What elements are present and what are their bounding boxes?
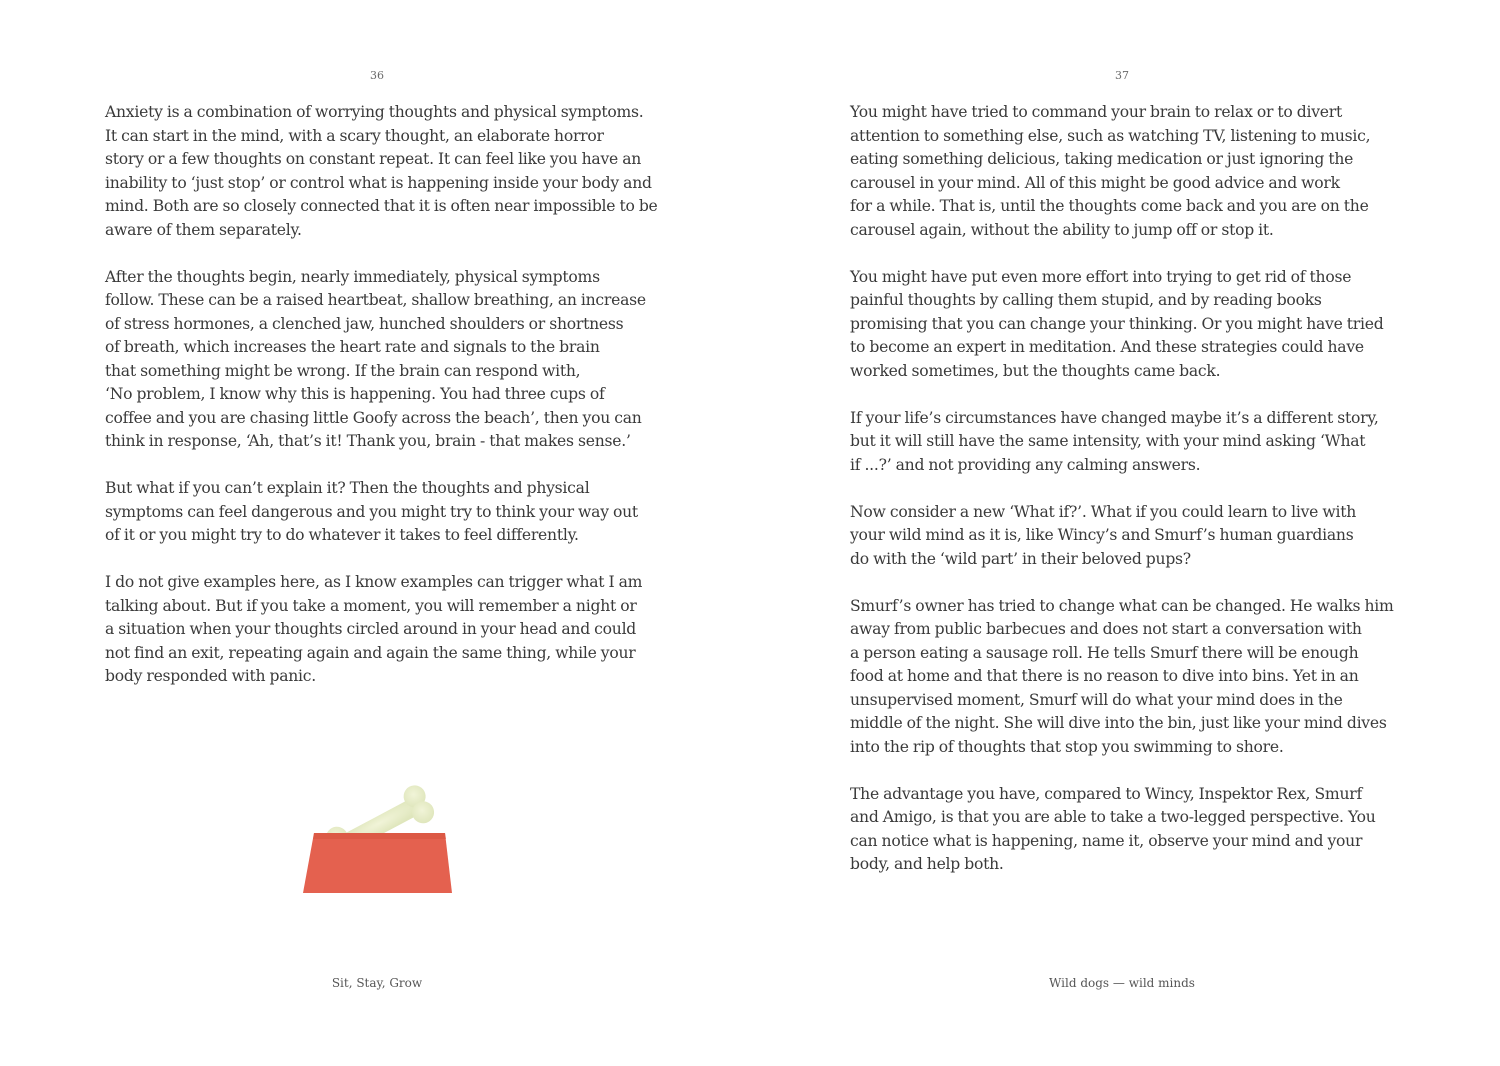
text-line: carousel again, without the ability to jump off or stop it. — [850, 220, 1274, 239]
text-line: can notice what is happening, name it, observe your mind and your — [850, 831, 1363, 850]
text-line: food at home and that there is no reason to dive into bins. Yet in an — [850, 667, 1359, 685]
text-line: ‘No problem, I know why this is happening. You had three cups of — [105, 385, 605, 403]
text-line: for a while. That is, until the thoughts come back and you are on the — [850, 197, 1369, 215]
text-line: But what if you can’t explain it? Then the thoughts and physical — [105, 479, 590, 497]
text-line: body responded with panic. — [105, 667, 316, 685]
paragraph — [105, 101, 665, 242]
text-line: of stress hormones, a clenched jaw, hunched shoulders or shortness — [105, 314, 624, 333]
paragraph — [850, 783, 1420, 877]
text-line: if ...?’ and not providing any calming answers. — [850, 455, 1201, 474]
paragraph — [850, 266, 1420, 384]
text-line: It can start in the mind, with a scary thought, an elaborate horror — [105, 126, 604, 145]
paragraph — [850, 595, 1420, 760]
text-line: think in response, ‘Ah, that’s it! Thank you, brain - that makes sense.’ — [105, 432, 631, 450]
text-line: The advantage you have, compared to Wincy, Inspektor Rex, Smurf — [850, 784, 1362, 803]
text-line: symptoms can feel dangerous and you might try to think your way out — [105, 502, 638, 521]
dog-bowl-with-bone-icon — [300, 775, 460, 900]
bowl-icon — [303, 833, 452, 893]
paragraph — [105, 266, 665, 454]
text-line: coffee and you are chasing little Goofy across the beach’, then you can — [105, 408, 642, 427]
text-line: I do not give examples here, as I know examples can trigger what I am — [105, 573, 643, 591]
page-number-right: 37 — [1115, 69, 1129, 82]
text-line: a situation when your thoughts circled around in your head and could — [105, 620, 637, 638]
text-line: If your life’s circumstances have changed maybe it’s a different story, — [850, 408, 1379, 427]
text-line: painful thoughts by calling them stupid, and by reading books — [850, 291, 1322, 309]
text-line: story or a few thoughts on constant repeat. It can feel like you have an — [105, 150, 642, 168]
text-line: You might have put even more effort into trying to get rid of those — [850, 267, 1352, 286]
paragraph — [850, 501, 1420, 572]
left-page-body — [105, 101, 665, 712]
text-line: to become an expert in meditation. And these strategies could have — [850, 338, 1364, 356]
text-line: promising that you can change your thinking. Or you might have tried — [850, 314, 1384, 333]
text-line: into the rip of thoughts that stop you swimming to shore. — [850, 737, 1284, 756]
text-line: Anxiety is a combination of worrying thoughts and physical symptoms. — [105, 103, 644, 121]
text-line: Smurf’s owner has tried to change what can be changed. He walks him — [850, 596, 1394, 615]
text-line: not find an exit, repeating again and again the same thing, while your — [105, 643, 636, 662]
text-line: inability to ‘just stop’ or control what is happening inside your body and — [105, 173, 652, 192]
text-line: mind. Both are so closely connected that it is often near impossible to be — [105, 197, 658, 215]
paragraph — [105, 477, 665, 548]
text-line: but it will still have the same intensity, with your mind asking ‘What — [850, 432, 1366, 450]
text-line: of breath, which increases the heart rate and signals to the brain — [105, 338, 600, 356]
text-line: carousel in your mind. All of this might be good advice and work — [850, 173, 1340, 192]
text-line: do with the ‘wild part’ in their beloved pups? — [850, 549, 1191, 568]
paragraph — [105, 571, 665, 689]
text-line: attention to something else, such as watching TV, listening to music, — [850, 126, 1371, 145]
text-line: that something might be wrong. If the brain can respond with, — [105, 361, 581, 380]
text-line: You might have tried to command your brain to relax or to divert — [850, 103, 1342, 121]
text-line: After the thoughts begin, nearly immediately, physical symptoms — [105, 267, 600, 286]
text-line: of it or you might try to do whatever it takes to feel differently. — [105, 526, 579, 544]
bowl-shape — [303, 833, 452, 893]
right-page — [750, 0, 1500, 1066]
text-line: aware of them separately. — [105, 220, 302, 239]
text-line: follow. These can be a raised heartbeat, shallow breathing, an increase — [105, 291, 646, 309]
text-line: unsupervised moment, Smurf will do what your mind does in the — [850, 690, 1343, 709]
running-footer-left: Sit, Stay, Grow — [331, 976, 423, 990]
text-line: your wild mind as it is, like Wincy’s and Smurf’s human guardians — [850, 526, 1354, 544]
running-footer-right: Wild dogs — wild minds — [1049, 976, 1195, 990]
paragraph — [850, 101, 1420, 242]
text-line: body, and help both. — [850, 855, 1004, 873]
text-line: away from public barbecues and does not start a conversation with — [850, 620, 1362, 638]
page-number-left: 36 — [370, 69, 384, 82]
text-line: eating something delicious, taking medication or just ignoring the — [850, 150, 1354, 168]
text-line: talking about. But if you take a moment, you will remember a night or — [105, 596, 637, 615]
paragraph — [850, 407, 1420, 478]
text-line: and Amigo, is that you are able to take a two-legged perspective. You — [850, 808, 1376, 826]
text-line: middle of the night. She will dive into the bin, just like your mind dives — [850, 714, 1387, 732]
text-line: a person eating a sausage roll. He tells Smurf there will be enough — [850, 643, 1359, 662]
text-line: worked sometimes, but the thoughts came back. — [850, 361, 1221, 380]
text-line: Now consider a new ‘What if?’. What if you could learn to live with — [850, 502, 1357, 521]
right-page-body — [850, 101, 1420, 900]
